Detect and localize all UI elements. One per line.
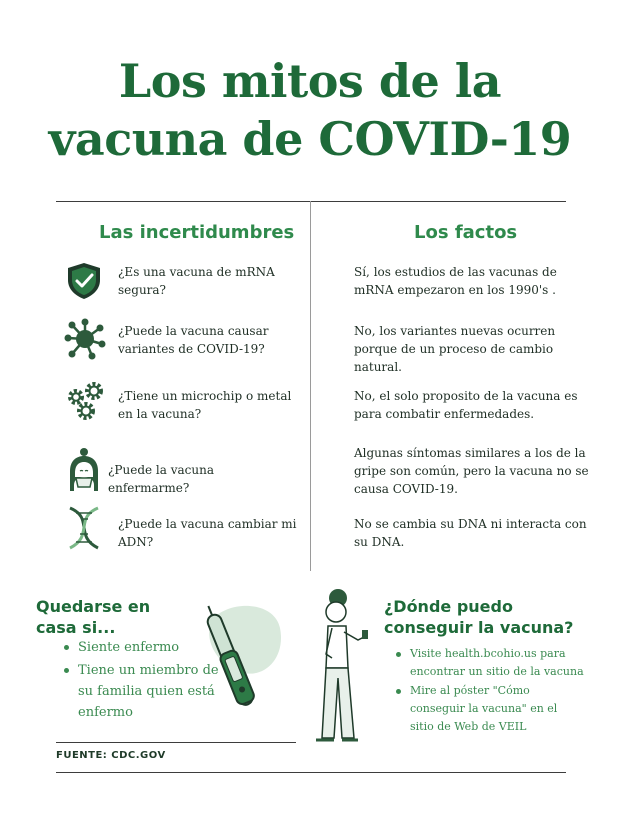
answer-3: No, el solo proposito de la vacuna es para combatir enfermedades. bbox=[354, 389, 578, 421]
question-1: ¿Es una vacuna de mRNA segura? bbox=[118, 265, 275, 297]
question-5: ¿Puede la vacuna cambiar mi ADN? bbox=[118, 517, 297, 549]
title-line-1: Los mitos de la bbox=[118, 54, 502, 108]
bottom-left-divider bbox=[56, 742, 296, 743]
answer-4: Algunas síntomas similares a los de la gripe son común, pero la vacuna no se causa COVID-19. bbox=[354, 446, 589, 496]
list-item: Tiene un miembro de su familia quien está enfermo bbox=[62, 660, 222, 723]
stay-home-list bbox=[62, 637, 222, 725]
answer-5: No se cambia su DNA ni interacta con su DNA. bbox=[354, 517, 587, 549]
right-column-heading: Los factos bbox=[414, 222, 518, 243]
dna-icon bbox=[64, 506, 104, 550]
where-heading: ¿Dónde puedo conseguir la vacuna? bbox=[384, 597, 574, 637]
list-item: Visite health.bcohio.us para encontrar un sitio de la vacuna bbox=[394, 645, 584, 681]
answer-2: No, los variantes nuevas ocurren porque de un proceso de cambio natural. bbox=[354, 324, 556, 374]
page-title bbox=[0, 52, 620, 168]
answer-1: Sí, los estudios de las vacunas de mRNA empezaron en los 1990's . bbox=[354, 265, 557, 297]
person-with-phone-icon bbox=[312, 588, 374, 746]
source-label: FUENTE: CDC.GOV bbox=[56, 750, 166, 761]
stay-home-heading: Quedarse en casa si... bbox=[36, 597, 151, 637]
title-line-2: vacuna de COVID-19 bbox=[48, 112, 572, 166]
list-item: Siente enfermo bbox=[62, 637, 222, 658]
left-column-heading: Las incertidumbres bbox=[99, 222, 295, 243]
question-4: ¿Puede la vacuna enfermarme? bbox=[108, 463, 215, 495]
question-2: ¿Puede la vacuna causar variantes de COVID-19? bbox=[118, 324, 269, 356]
column-divider bbox=[310, 201, 311, 571]
sick-person-icon bbox=[62, 447, 106, 491]
where-list bbox=[394, 645, 584, 737]
top-divider bbox=[56, 201, 566, 202]
list-item: Mire al póster "Cómo conseguir la vacuna" en el sitio de Web de VEIL bbox=[394, 682, 584, 736]
question-3: ¿Tiene un microchip o metal en la vacuna? bbox=[118, 389, 292, 421]
gears-icon bbox=[66, 381, 106, 421]
shield-check-icon bbox=[66, 262, 102, 300]
virus-icon bbox=[64, 318, 106, 360]
bottom-divider bbox=[56, 772, 566, 773]
